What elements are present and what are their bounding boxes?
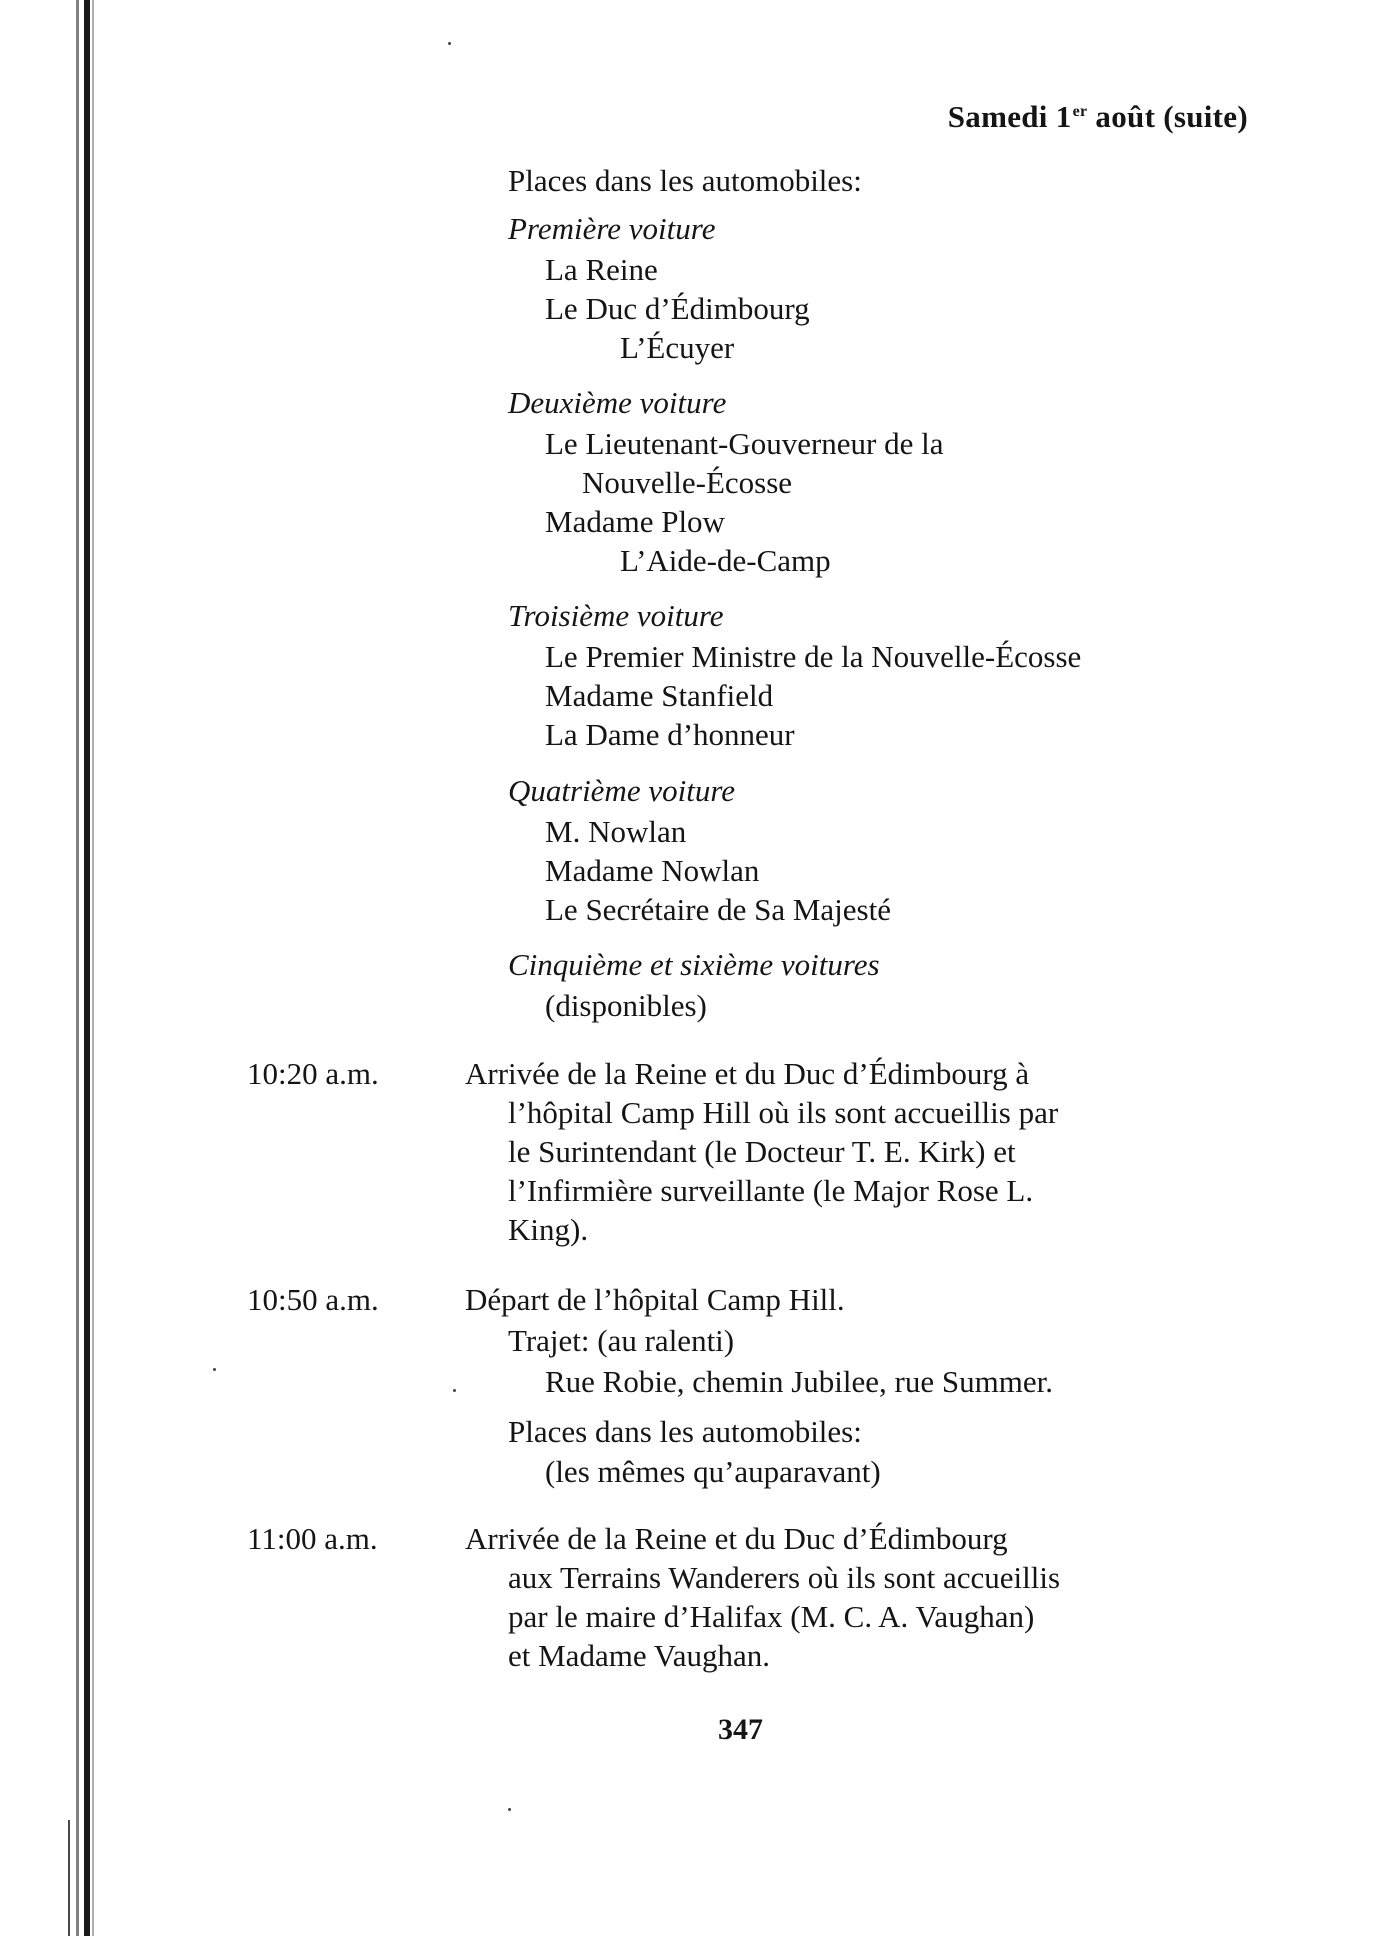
- car-3-passenger: Madame Stanfield: [545, 678, 774, 713]
- event-text: l’Infirmière surveillante (le Major Rose L.: [508, 1173, 1034, 1208]
- binding-edge: [84, 0, 90, 1936]
- header-date: août (suite): [1087, 99, 1248, 134]
- route-label: Trajet: (au ralenti): [508, 1323, 735, 1358]
- header-day: Samedi 1: [947, 99, 1072, 134]
- event-text: Arrivée de la Reine et du Duc d’Édimbourg à: [465, 1056, 1030, 1091]
- car-2-label: Deuxième voiture: [508, 385, 727, 420]
- seating-intro: Places dans les automobiles:: [508, 1414, 862, 1449]
- car-3-label: Troisième voiture: [508, 598, 724, 633]
- page-number: 347: [718, 1713, 763, 1746]
- car-2-passenger-cont: Nouvelle-Écosse: [582, 465, 793, 500]
- car-5-6-note: (disponibles): [545, 988, 707, 1023]
- scan-speck: [448, 42, 451, 45]
- car-4-passenger: Le Secrétaire de Sa Majesté: [545, 892, 891, 927]
- car-4-label: Quatrième voiture: [508, 773, 735, 808]
- header-superscript: er: [1072, 102, 1088, 120]
- car-4-passenger: Madame Nowlan: [545, 853, 760, 888]
- event-text: King).: [508, 1212, 589, 1247]
- car-5-6-label: Cinquième et sixième voitures: [508, 947, 880, 982]
- car-1-label: Première voiture: [508, 211, 716, 246]
- scan-speck: [453, 1389, 456, 1392]
- route-streets: Rue Robie, chemin Jubilee, rue Summer.: [545, 1364, 1053, 1399]
- car-1-passenger: L’Écuyer: [620, 330, 735, 365]
- seating-note: (les mêmes qu’auparavant): [545, 1454, 881, 1489]
- event-time: 10:50 a.m.: [247, 1282, 379, 1317]
- event-text: l’hôpital Camp Hill où ils sont accueillis par: [508, 1095, 1059, 1130]
- car-1-passenger: Le Duc d’Édimbourg: [545, 291, 810, 326]
- car-3-passenger: Le Premier Ministre de la Nouvelle-Écosse: [545, 639, 1082, 674]
- scan-speck: [213, 1368, 216, 1371]
- event-text: et Madame Vaughan.: [508, 1638, 770, 1673]
- car-2-passenger: Madame Plow: [545, 504, 725, 539]
- event-text: le Surintendant (le Docteur T. E. Kirk) et: [508, 1134, 1016, 1169]
- running-header: [948, 99, 1248, 135]
- event-text: Arrivée de la Reine et du Duc d’Édimbourg: [465, 1521, 1008, 1556]
- binding-shadow: [76, 0, 79, 1936]
- scan-speck: [508, 1808, 511, 1811]
- event-time: 10:20 a.m.: [247, 1056, 379, 1091]
- event-time: 11:00 a.m.: [247, 1521, 378, 1556]
- event-text: aux Terrains Wanderers où ils sont accueillis: [508, 1560, 1061, 1595]
- car-3-passenger: La Dame d’honneur: [545, 717, 795, 752]
- event-text: Départ de l’hôpital Camp Hill.: [465, 1282, 845, 1317]
- car-2-passenger: L’Aide-de-Camp: [620, 543, 831, 578]
- car-4-passenger: M. Nowlan: [545, 814, 687, 849]
- car-1-passenger: La Reine: [545, 252, 658, 287]
- binding-shadow: [68, 1820, 70, 1936]
- seating-intro: Places dans les automobiles:: [508, 163, 862, 198]
- event-text: par le maire d’Halifax (M. C. A. Vaughan): [508, 1599, 1035, 1634]
- binding-shadow: [92, 0, 94, 1936]
- car-2-passenger: Le Lieutenant-Gouverneur de la: [545, 426, 944, 461]
